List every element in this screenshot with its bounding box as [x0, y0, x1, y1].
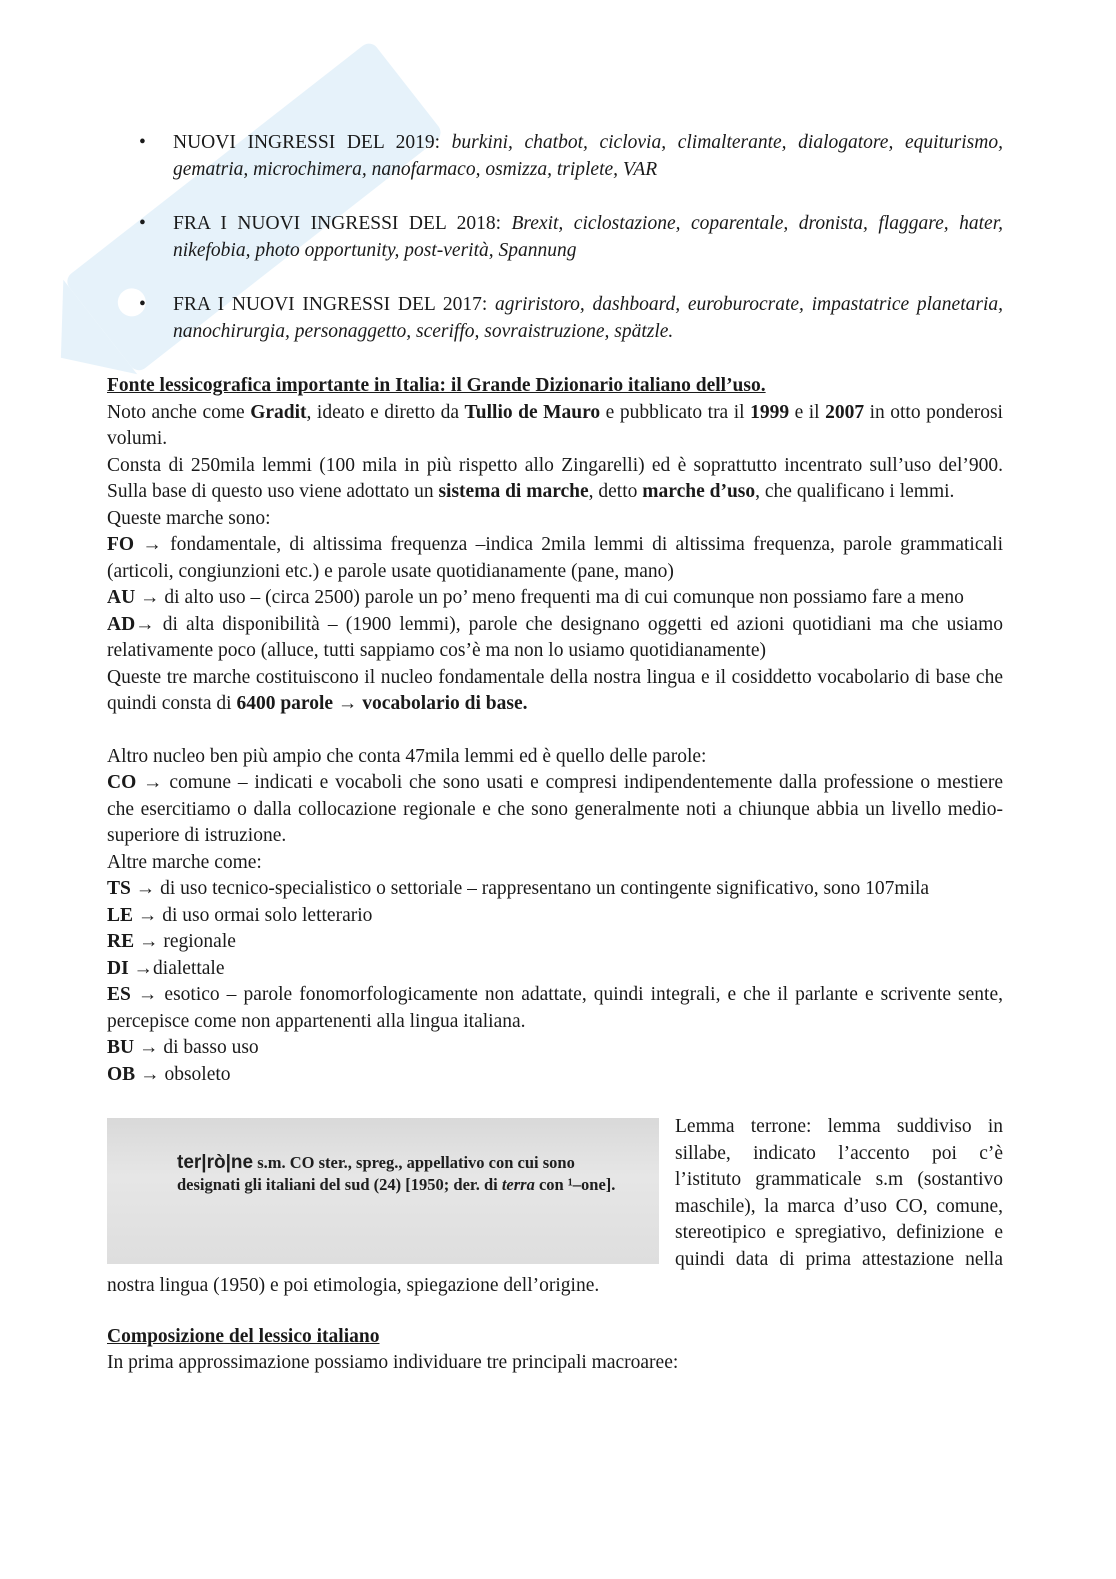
bullet: • [139, 213, 146, 234]
marca-ad: AD→ di alta disponibilità – (1900 lemmi), parole che designano oggetti ed azioni quotidiani ma che usiamo relativamente poco (alluce, tutti sappiamo cos’è ma non lo usiamo quotidianamente) [107, 613, 1003, 661]
marca-bu: BU → di basso uso [107, 1037, 259, 1058]
ingressi-label: NUOVI INGRESSI DEL 2019: [173, 132, 441, 153]
paragraph-composizione: In prima approssimazione possiamo individuare tre principali macroaree: [107, 1352, 679, 1373]
list-item [107, 292, 1003, 345]
list-item [107, 211, 1003, 264]
ingressi-label: FRA I NUOVI INGRESSI DEL 2017: [173, 294, 488, 315]
paragraph-gradit: Noto anche come Gradit, ideato e diretto da Tullio de Mauro e pubblicato tra il 1999 e il 2007 in otto ponderosi volumi. [107, 401, 1003, 449]
section-title-composizione: Composizione del lessico italiano [107, 1325, 380, 1347]
marca-es: ES → esotico – parole fonomorfologicamente non adattate, quindi integrali, e che il parlante e scrivente sente, percepisce come non appartenenti alla lingua italiana. [107, 984, 1003, 1032]
ingressi-label: FRA I NUOVI INGRESSI DEL 2018: [173, 213, 501, 234]
figure-row [107, 1114, 1003, 1300]
document-page [107, 130, 1003, 1377]
marca-di: DI →dialettale [107, 957, 225, 979]
dictionary-entry-image [107, 1118, 659, 1264]
paragraph-altre-marche: Altre marche come: [107, 851, 262, 873]
ingressi-words: Brexit, ciclostazione, coparentale, dronista, flaggare, hater, nikefobia, photo opportunity, post-verità, Spannung [173, 213, 1004, 261]
marca-ts: TS → di uso tecnico-specialistico o settoriale – rappresentano un contingente significativo, sono 107mila [107, 878, 930, 899]
paragraph-marche-intro: Queste marche sono: [107, 507, 271, 529]
dictionary-entry: ter|rò|ne s.m. CO ster., spreg., appellativo con cui sono designati gli italiani del sud (24) [1950; der. di terra con ¹–one]. [177, 1152, 616, 1194]
marca-ob: OB → obsoleto [107, 1063, 231, 1085]
marca-co: CO → comune – indicati e vocaboli che sono usati e compresi indipendentemente dalla professione o mestiere che esercitiamo o dalla collocazione regionale e che sono generalmente noti a chiunque abbia un livello medio-superiore di istruzione. [107, 772, 1003, 846]
marca-fo: FO → fondamentale, di altissima frequenza –indica 2mila lemmi di altissima frequenza, parole grammaticali (articoli, congiunzioni etc.) e parole usate quotidianamente (pane, mano) [107, 534, 1003, 582]
lemma-terrone: ter|rò|ne [177, 1152, 254, 1173]
paragraph-vocabolario-base: Queste tre marche costituiscono il nucleo fondamentale della nostra lingua e il cosiddetto vocabolario di base che quindi consta di 6400 parole → vocabolario di base. [107, 666, 1003, 714]
section-title-fonte: Fonte lessicografica importante in Italia: il Grande Dizionario italiano dell’uso. [107, 375, 766, 396]
list-item [107, 130, 1003, 183]
marca-re: RE → regionale [107, 931, 236, 952]
ingressi-words: burkini, chatbot, ciclovia, climalterante, dialogatore, equiturismo, gematria, microchimera, nanofarmaco, osmizza, triplete, VAR [173, 132, 1003, 180]
ingressi-words: agriristoro, dashboard, euroburocrate, impastatrice planetaria, nanochirurgia, personaggetto, sceriffo, sovraistruzione, spätzle. [173, 294, 1003, 342]
figure-caption: Lemma terrone: lemma suddiviso in sillabe, indicato l’accento poi c’è l’istituto grammaticale s.m (sostantivo maschile), la marca d’uso CO, comune, stereotipico e spregiativo, definizione e quindi data di prima attestazione nella nostra lingua (1950) e poi etimologia, spiegazione dell’origine. [107, 1116, 1003, 1296]
bullet: • [139, 132, 146, 153]
paragraph-altro-nucleo: Altro nucleo ben più ampio che conta 47mila lemmi ed è quello delle parole: [107, 745, 707, 767]
nuovi-ingressi-list [107, 130, 1003, 345]
marca-le: LE → di uso ormai solo letterario [107, 904, 373, 926]
bullet: • [139, 294, 146, 315]
paragraph-lemmi: Consta di 250mila lemmi (100 mila in più rispetto allo Zingarelli) ed è soprattutto incentrato sull’uso del’900. Sulla base di questo uso viene adottato un sistema di marche, detto marche d’uso, che qualificano i lemmi. [107, 454, 1003, 502]
marca-au: AU → di alto uso – (circa 2500) parole un po’ meno frequenti ma di cui comunque non possiamo fare a meno [107, 587, 964, 608]
